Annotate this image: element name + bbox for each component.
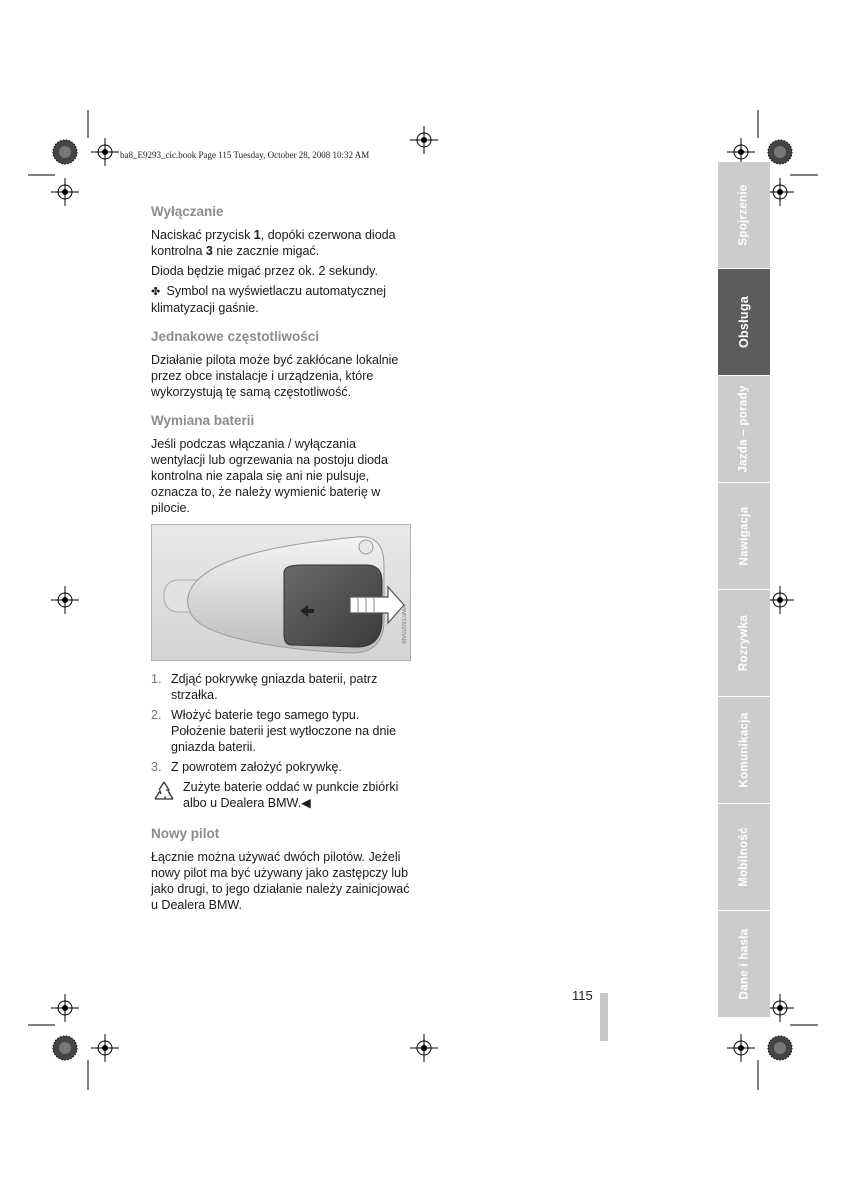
list-item: 3. Z powrotem założyć pokrywkę. <box>151 760 342 774</box>
paragraph: Jeśli podczas włączania / wyłączania wentylacji lub ogrzewania na postoju dioda kontrolna nie zapala się ani nie pulsuje, oznacza to, że należy wymienić baterię w pilocie. <box>151 437 388 515</box>
recycle-icon <box>151 779 183 809</box>
tab-komunikacja[interactable]: Komunikacja <box>718 697 770 803</box>
tab-mobilnosc[interactable]: Mobilność <box>718 804 770 910</box>
tab-obsluga[interactable]: Obsługa <box>718 269 770 375</box>
paragraph: Dioda będzie migać przez ok. 2 sekundy. <box>151 264 378 278</box>
page-bar <box>600 993 608 1041</box>
tab-jazda-porady[interactable]: Jazda – porady <box>718 376 770 482</box>
tab-rozrywka[interactable]: Rozrywka <box>718 590 770 696</box>
paragraph: Łącznie można używać dwóch pilotów. Jeżeli nowy pilot ma być używany jako zastępczy lub jako drugi, to jego działanie należy zainicjować u Dealera BMW. <box>151 850 410 912</box>
paragraph: Naciskać przycisk 1, dopóki czerwona dioda kontrolna 3 nie zacznie migać. <box>151 228 396 258</box>
paragraph: ✤ Symbol na wyświetlaczu automatycznej klimatyzacji gaśnie. <box>151 284 387 315</box>
section-off <box>151 203 413 316</box>
section-battery <box>151 412 413 811</box>
tab-spojrzenie[interactable]: Spojrzenie <box>718 162 770 268</box>
list-item: 2. Włożyć baterie tego samego typu. Położenie baterii jest wytłoczone na dnie gniazda baterii. <box>151 708 397 754</box>
tab-dane-i-hasla[interactable]: Dane i hasła <box>718 911 770 1017</box>
page-number: 115 <box>572 988 593 1003</box>
remote-battery-figure <box>151 524 411 661</box>
steps-list <box>151 671 413 775</box>
print-header: ba8_E9293_cic.book Page 115 Tuesday, October 28, 2008 10:32 AM <box>120 150 370 160</box>
tab-nawigacja[interactable]: Nawigacja <box>718 483 770 589</box>
remote-illustration <box>152 525 410 660</box>
section-heading: Jednakowe częstotliwości <box>151 329 320 344</box>
recycle-note <box>151 779 413 811</box>
section-new-pilot <box>151 825 413 913</box>
main-content <box>151 203 413 925</box>
chapter-tabs <box>718 162 770 1018</box>
recycle-note-text: Zużyte baterie oddać w punkcie zbiórki albo u Dealera BMW.◀ <box>183 780 399 810</box>
paragraph: Działanie pilota może być zakłócane lokalnie przez obce instalacje i urządzenia, które wykorzystują tę samą częstotliwość. <box>151 353 399 399</box>
fan-icon: ✤ <box>151 286 161 298</box>
section-frequency <box>151 328 413 400</box>
section-heading: Wyłączanie <box>151 204 224 219</box>
figure-code: MV02091SMA <box>402 605 408 644</box>
section-heading: Nowy pilot <box>151 826 220 841</box>
section-heading: Wymiana baterii <box>151 413 255 428</box>
list-item: 1. Zdjąć pokrywkę gniazda baterii, patrz strzałka. <box>151 672 378 702</box>
